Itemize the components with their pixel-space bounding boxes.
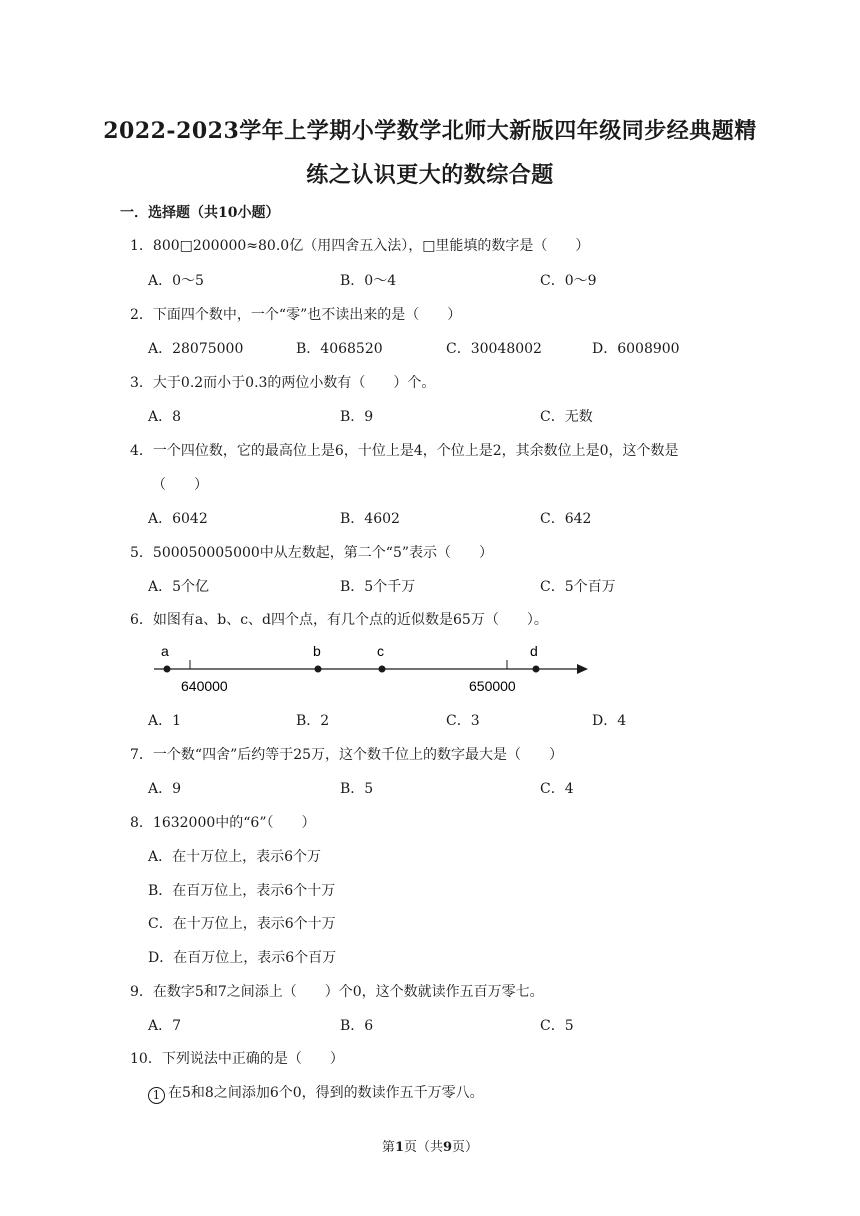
q10-statement-1-text: 在5和8之间添加6个0，得到的数读作五千万零八。: [168, 1085, 484, 1101]
q8-option-a: A．在十万位上，表示6个万: [148, 849, 322, 865]
q6-option-d: D．4: [592, 713, 627, 729]
section-heading: 一．选择题（共10小题）: [120, 205, 280, 221]
footer-page-number: 1: [394, 1140, 404, 1155]
q8-option-c: C．在十万位上，表示6个十万: [148, 916, 336, 932]
q8-option-b: B．在百万位上，表示6个十万: [148, 883, 336, 899]
question-5: 5．500050005000中从左数起，第二个“5”表示（ ）: [130, 545, 494, 561]
q9-option-c: C．5: [540, 1018, 574, 1034]
footer-suffix: 页）: [452, 1140, 479, 1155]
q4-option-a: A．6042: [148, 511, 208, 527]
tick-label-650000: 650000: [469, 678, 516, 694]
question-7: 7．一个数“四舍”后约等于25万，这个数千位上的数字最大是（ ）: [130, 747, 564, 763]
q6-option-b: B．2: [296, 713, 330, 729]
question-4-continuation: （ ）: [152, 477, 208, 493]
question-3: 3．大于0.2而小于0.3的两位小数有（ ）个。: [130, 375, 436, 391]
number-line-figure: [150, 640, 600, 700]
q3-option-b: B．9: [340, 409, 374, 425]
q6-option-c: C．3: [446, 713, 480, 729]
point-b: [315, 666, 322, 673]
q3-option-a: A．8: [148, 409, 182, 425]
q2-option-a: A．28075000: [148, 341, 244, 357]
question-1: 1．800□200000≈80.0亿（用四舍五入法），□里能填的数字是（ ）: [130, 238, 590, 254]
document-title-line-2: 练之认识更大的数综合题: [306, 162, 554, 188]
question-2: 2．下面四个数中，一个“零”也不读出来的是（ ）: [130, 307, 462, 323]
q10-statement-1: [148, 1082, 484, 1104]
q1-option-c: C．0～9: [540, 273, 597, 289]
q9-option-a: A．7: [148, 1018, 182, 1034]
question-8: 8．1632000中的“6”（ ）: [130, 815, 316, 831]
q7-option-c: C．4: [540, 781, 574, 797]
circled-number-marker: 1: [148, 1087, 165, 1104]
point-d: [533, 666, 540, 673]
question-6: 6．如图有a、b、c、d四个点，有几个点的近似数是65万（ ）。: [130, 612, 548, 628]
q2-option-c: C．30048002: [446, 341, 542, 357]
label-a: a: [161, 643, 169, 659]
point-c: [379, 666, 386, 673]
page-footer: [0, 1136, 860, 1155]
label-b: b: [313, 643, 321, 659]
q3-option-c: C．无数: [540, 409, 593, 425]
point-a: [164, 666, 171, 673]
question-4: 4．一个四位数，它的最高位上是6，十位上是4，个位上是2，其余数位上是0，这个数是: [130, 443, 679, 459]
q4-option-c: C．642: [540, 511, 592, 527]
q1-option-a: A．0～5: [148, 273, 204, 289]
arrow-head-icon: [577, 664, 588, 674]
question-9: 9．在数字5和7之间添上（ ）个0，这个数就读作五百万零七。: [130, 984, 544, 1000]
q2-option-b: B．4068520: [296, 341, 383, 357]
label-d: d: [530, 643, 538, 659]
q9-option-b: B．6: [340, 1018, 374, 1034]
q7-option-b: B．5: [340, 781, 374, 797]
q7-option-a: A．9: [148, 781, 182, 797]
q1-option-b: B．0～4: [340, 273, 397, 289]
footer-total-pages: 9: [443, 1140, 453, 1155]
document-title-line-1: 2022-2023学年上学期小学数学北师大新版四年级同步经典题精: [103, 118, 757, 144]
footer-prefix: 第: [381, 1140, 395, 1155]
question-10: 10．下列说法中正确的是（ ）: [130, 1051, 344, 1067]
q6-option-a: A．1: [148, 713, 182, 729]
q5-option-c: C．5个百万: [540, 579, 616, 595]
q5-option-b: B．5个千万: [340, 579, 416, 595]
q2-option-d: D．6008900: [592, 341, 680, 357]
label-c: c: [377, 643, 384, 659]
tick-label-640000: 640000: [181, 678, 228, 694]
footer-mid: 页（共: [403, 1140, 443, 1155]
q8-option-d: D．在百万位上，表示6个百万: [148, 950, 337, 966]
q5-option-a: A．5个亿: [148, 579, 210, 595]
q4-option-b: B．4602: [340, 511, 400, 527]
